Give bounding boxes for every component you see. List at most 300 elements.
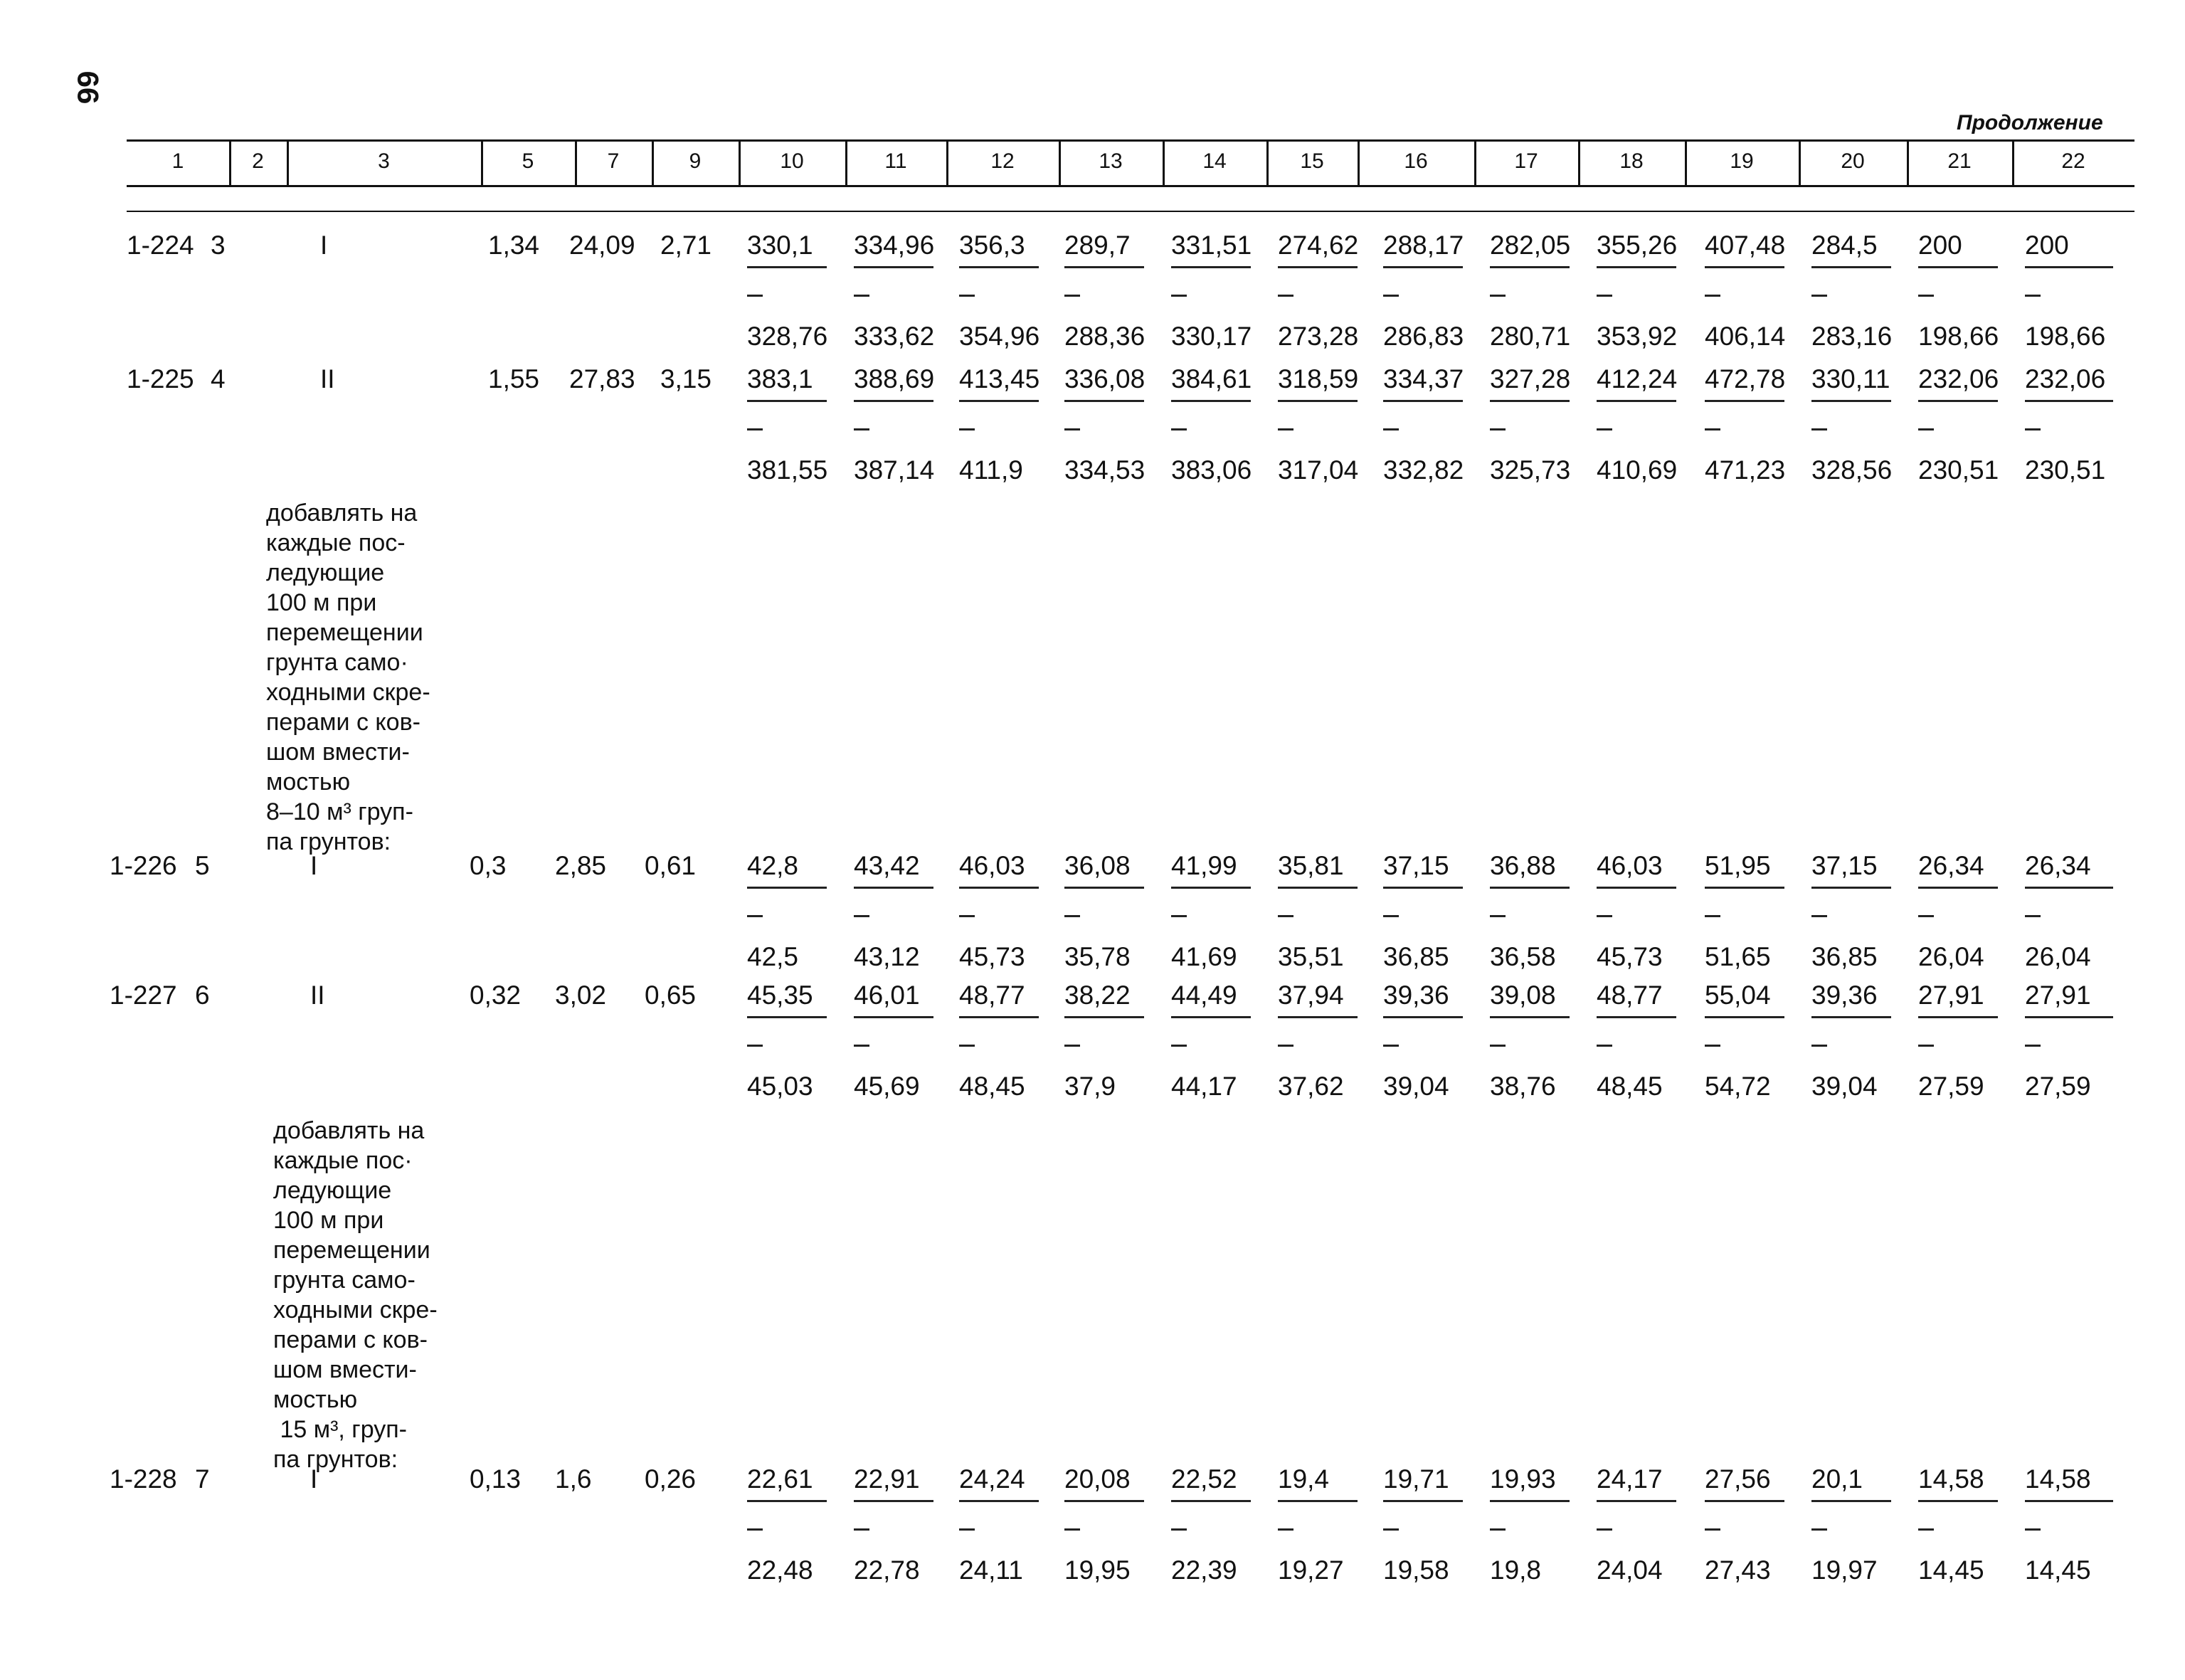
- value-top: 37,15: [1383, 851, 1449, 880]
- fraction-dash: [1278, 1045, 1293, 1047]
- cell-c9: 0,61: [645, 851, 697, 880]
- fraction-dash: [1811, 428, 1827, 430]
- cell-group: I: [320, 231, 328, 260]
- fraction-dash: [747, 428, 763, 430]
- cell-c5: 1,34: [488, 231, 540, 260]
- cell-num: 7: [195, 1464, 210, 1494]
- fraction-dash: [1064, 915, 1080, 917]
- fraction-bar: [1171, 266, 1251, 268]
- fraction-bar: [959, 266, 1039, 268]
- fraction-bar: [747, 266, 827, 268]
- fraction-dash: [1171, 295, 1187, 297]
- cell-num: 4: [211, 364, 226, 393]
- header-cell-14: 14: [1202, 149, 1227, 173]
- value-bottom: 36,58: [1490, 942, 1556, 971]
- cell-c9: 3,15: [660, 364, 712, 393]
- value-top: 51,95: [1705, 851, 1771, 880]
- fraction-bar: [747, 1500, 827, 1502]
- value-top: 288,17: [1383, 231, 1464, 260]
- value-top: 289,7: [1064, 231, 1131, 260]
- fraction-dash: [2025, 295, 2041, 297]
- header-cell-10: 10: [780, 149, 804, 173]
- fraction-dash: [1383, 1045, 1399, 1047]
- fraction-bar: [1918, 400, 1998, 402]
- value-top: 22,91: [854, 1464, 920, 1494]
- fraction-bar: [1918, 1016, 1998, 1018]
- header-top-line: [127, 139, 2134, 142]
- value-bottom: 45,73: [959, 942, 1025, 971]
- value-bottom: 328,76: [747, 322, 828, 351]
- fraction-dash: [1490, 915, 1506, 917]
- fraction-bar: [1811, 1500, 1891, 1502]
- fraction-dash: [959, 915, 975, 917]
- fraction-dash: [1064, 428, 1080, 430]
- value-top: 331,51: [1171, 231, 1252, 260]
- value-top: 407,48: [1705, 231, 1786, 260]
- value-top: 38,22: [1064, 981, 1131, 1010]
- fraction-dash: [1811, 1528, 1827, 1531]
- fraction-bar: [1918, 887, 1998, 889]
- cell-c5: 0,32: [470, 981, 522, 1010]
- value-top: 46,03: [959, 851, 1025, 880]
- value-bottom: 44,17: [1171, 1072, 1237, 1101]
- value-bottom: 38,76: [1490, 1072, 1556, 1101]
- value-top: 19,71: [1383, 1464, 1449, 1494]
- value-top: 200: [1918, 231, 1962, 260]
- fraction-dash: [2025, 428, 2041, 430]
- fraction-bar: [747, 400, 827, 402]
- fraction-dash: [1171, 1045, 1187, 1047]
- fraction-bar: [1278, 1016, 1358, 1018]
- fraction-dash: [1064, 1045, 1080, 1047]
- fraction-bar: [747, 1016, 827, 1018]
- value-bottom: 14,45: [2025, 1555, 2091, 1585]
- value-top: 327,28: [1490, 364, 1571, 393]
- value-bottom: 280,71: [1490, 322, 1571, 351]
- fraction-dash: [1490, 1528, 1506, 1531]
- fraction-dash: [959, 1045, 975, 1047]
- fraction-bar: [1918, 1500, 1998, 1502]
- fraction-bar: [1278, 1500, 1358, 1502]
- value-bottom: 353,92: [1597, 322, 1678, 351]
- fraction-dash: [1918, 1528, 1934, 1531]
- value-top: 355,26: [1597, 231, 1678, 260]
- header-cell-13: 13: [1099, 149, 1123, 173]
- value-bottom: 51,65: [1705, 942, 1771, 971]
- value-top: 19,4: [1278, 1464, 1330, 1494]
- fraction-dash: [1383, 915, 1399, 917]
- fraction-bar: [1064, 1500, 1144, 1502]
- value-bottom: 22,78: [854, 1555, 920, 1585]
- fraction-dash: [1064, 1528, 1080, 1531]
- fraction-dash: [854, 1045, 869, 1047]
- value-bottom: 22,48: [747, 1555, 813, 1585]
- value-bottom: 42,5: [747, 942, 799, 971]
- fraction-dash: [747, 1045, 763, 1047]
- value-top: 412,24: [1597, 364, 1678, 393]
- value-top: 282,05: [1490, 231, 1571, 260]
- value-top: 14,58: [2025, 1464, 2091, 1494]
- cell-c7: 1,6: [555, 1464, 592, 1494]
- value-bottom: 36,85: [1811, 942, 1878, 971]
- fraction-bar: [1490, 266, 1570, 268]
- fraction-dash: [1278, 1528, 1293, 1531]
- fraction-dash: [747, 295, 763, 297]
- fraction-bar: [959, 887, 1039, 889]
- fraction-bar: [2025, 887, 2113, 889]
- fraction-bar: [959, 400, 1039, 402]
- header-cell-5: 5: [522, 149, 534, 173]
- value-top: 36,88: [1490, 851, 1556, 880]
- fraction-bar: [959, 1500, 1039, 1502]
- fraction-dash: [1811, 295, 1827, 297]
- fraction-dash: [1490, 295, 1506, 297]
- cell-c7: 2,85: [555, 851, 607, 880]
- cell-group: I: [310, 1464, 318, 1494]
- fraction-bar: [1490, 887, 1570, 889]
- fraction-bar: [959, 1016, 1039, 1018]
- value-bottom: 332,82: [1383, 455, 1464, 485]
- value-bottom: 37,62: [1278, 1072, 1344, 1101]
- fraction-bar: [1490, 400, 1570, 402]
- header-cell-22: 22: [2061, 149, 2085, 173]
- header-cell-17: 17: [1514, 149, 1538, 173]
- value-bottom: 27,43: [1705, 1555, 1771, 1585]
- fraction-bar: [1278, 887, 1358, 889]
- header-cell-15: 15: [1300, 149, 1324, 173]
- fraction-dash: [2025, 1045, 2041, 1047]
- value-top: 356,3: [959, 231, 1025, 260]
- fraction-bar: [1597, 887, 1676, 889]
- cell-c7: 27,83: [569, 364, 635, 393]
- fraction-bar: [1064, 266, 1144, 268]
- value-bottom: 48,45: [959, 1072, 1025, 1101]
- fraction-dash: [1597, 915, 1612, 917]
- value-top: 24,24: [959, 1464, 1025, 1494]
- cell-c7: 24,09: [569, 231, 635, 260]
- fraction-dash: [2025, 1528, 2041, 1531]
- fraction-dash: [1597, 1045, 1612, 1047]
- header-bottom-line: [127, 185, 2134, 187]
- fraction-dash: [747, 915, 763, 917]
- header-cell-12: 12: [990, 149, 1015, 173]
- value-top: 55,04: [1705, 981, 1771, 1010]
- value-bottom: 283,16: [1811, 322, 1893, 351]
- header-cell-9: 9: [689, 149, 702, 173]
- value-top: 24,17: [1597, 1464, 1663, 1494]
- fraction-bar: [1383, 1016, 1463, 1018]
- value-bottom: 354,96: [959, 322, 1040, 351]
- fraction-bar: [1490, 1500, 1570, 1502]
- header-underline: [127, 211, 2134, 212]
- header-cell-20: 20: [1841, 149, 1865, 173]
- fraction-dash: [1383, 1528, 1399, 1531]
- fraction-dash: [959, 1528, 975, 1531]
- value-bottom: 317,04: [1278, 455, 1359, 485]
- value-bottom: 37,9: [1064, 1072, 1116, 1101]
- value-top: 334,37: [1383, 364, 1464, 393]
- value-top: 46,01: [854, 981, 920, 1010]
- value-bottom: 45,69: [854, 1072, 920, 1101]
- fraction-dash: [1918, 915, 1934, 917]
- fraction-dash: [1705, 915, 1720, 917]
- fraction-bar: [2025, 400, 2113, 402]
- value-top: 27,56: [1705, 1464, 1771, 1494]
- fraction-bar: [1597, 1016, 1676, 1018]
- fraction-bar: [854, 887, 933, 889]
- fraction-bar: [1383, 400, 1463, 402]
- value-top: 20,08: [1064, 1464, 1131, 1494]
- value-top: 39,36: [1383, 981, 1449, 1010]
- fraction-bar: [2025, 266, 2113, 268]
- fraction-dash: [2025, 915, 2041, 917]
- value-bottom: 19,8: [1490, 1555, 1542, 1585]
- cell-group: II: [320, 364, 335, 393]
- value-bottom: 14,45: [1918, 1555, 1984, 1585]
- cell-num: 5: [195, 851, 210, 880]
- fraction-bar: [1811, 266, 1891, 268]
- value-bottom: 410,69: [1597, 455, 1678, 485]
- cell-code: 1-226: [110, 851, 177, 880]
- value-top: 19,93: [1490, 1464, 1556, 1494]
- value-top: 14,58: [1918, 1464, 1984, 1494]
- fraction-dash: [1597, 295, 1612, 297]
- fraction-bar: [1705, 887, 1784, 889]
- value-bottom: 288,36: [1064, 322, 1146, 351]
- value-top: 232,06: [1918, 364, 1999, 393]
- value-bottom: 19,95: [1064, 1555, 1131, 1585]
- cell-num: 3: [211, 231, 226, 260]
- value-bottom: 381,55: [747, 455, 828, 485]
- fraction-dash: [1278, 915, 1293, 917]
- value-top: 22,61: [747, 1464, 813, 1494]
- value-top: 37,94: [1278, 981, 1344, 1010]
- fraction-dash: [1383, 295, 1399, 297]
- fraction-bar: [1383, 266, 1463, 268]
- value-bottom: 286,83: [1383, 322, 1464, 351]
- value-top: 284,5: [1811, 231, 1878, 260]
- value-bottom: 19,27: [1278, 1555, 1344, 1585]
- fraction-dash: [747, 1528, 763, 1531]
- header-cell-2: 2: [252, 149, 264, 173]
- header-cell-1: 1: [171, 149, 184, 173]
- fraction-bar: [1278, 266, 1358, 268]
- value-bottom: 27,59: [2025, 1072, 2091, 1101]
- value-top: 336,08: [1064, 364, 1146, 393]
- header-cell-16: 16: [1404, 149, 1428, 173]
- fraction-dash: [1705, 295, 1720, 297]
- value-bottom: 325,73: [1490, 455, 1571, 485]
- value-top: 472,78: [1705, 364, 1786, 393]
- value-bottom: 334,53: [1064, 455, 1146, 485]
- value-bottom: 471,23: [1705, 455, 1786, 485]
- value-bottom: 406,14: [1705, 322, 1786, 351]
- fraction-bar: [1918, 266, 1998, 268]
- fraction-bar: [2025, 1016, 2113, 1018]
- cell-c9: 2,71: [660, 231, 712, 260]
- fraction-dash: [1171, 428, 1187, 430]
- value-bottom: 273,28: [1278, 322, 1359, 351]
- value-top: 22,52: [1171, 1464, 1237, 1494]
- fraction-bar: [1597, 400, 1676, 402]
- header-cell-11: 11: [884, 149, 907, 173]
- cell-code: 1-224: [127, 231, 194, 260]
- value-top: 20,1: [1811, 1464, 1863, 1494]
- fraction-bar: [1705, 1016, 1784, 1018]
- fraction-dash: [854, 428, 869, 430]
- value-bottom: 45,03: [747, 1072, 813, 1101]
- header-cell-18: 18: [1619, 149, 1644, 173]
- value-bottom: 24,04: [1597, 1555, 1663, 1585]
- value-bottom: 35,78: [1064, 942, 1131, 971]
- header-cell-19: 19: [1730, 149, 1754, 173]
- value-top: 36,08: [1064, 851, 1131, 880]
- value-top: 41,99: [1171, 851, 1237, 880]
- cell-code: 1-227: [110, 981, 177, 1010]
- fraction-dash: [1811, 1045, 1827, 1047]
- fraction-dash: [1171, 1528, 1187, 1531]
- value-bottom: 230,51: [2025, 455, 2106, 485]
- cell-code: 1-228: [110, 1464, 177, 1494]
- value-bottom: 26,04: [1918, 942, 1984, 971]
- fraction-dash: [854, 1528, 869, 1531]
- page-number: 66: [71, 70, 105, 105]
- fraction-bar: [854, 266, 933, 268]
- value-top: 46,03: [1597, 851, 1663, 880]
- cell-c9: 0,26: [645, 1464, 697, 1494]
- value-top: 45,35: [747, 981, 813, 1010]
- fraction-dash: [1705, 428, 1720, 430]
- value-top: 48,77: [1597, 981, 1663, 1010]
- value-bottom: 45,73: [1597, 942, 1663, 971]
- fraction-dash: [1811, 915, 1827, 917]
- fraction-bar: [1171, 400, 1251, 402]
- fraction-bar: [1383, 1500, 1463, 1502]
- fraction-dash: [1278, 295, 1293, 297]
- value-bottom: 22,39: [1171, 1555, 1237, 1585]
- fraction-bar: [1597, 1500, 1676, 1502]
- continuation-label: Продолжение: [1957, 111, 2103, 134]
- fraction-dash: [1171, 915, 1187, 917]
- fraction-bar: [1811, 887, 1891, 889]
- value-top: 43,42: [854, 851, 920, 880]
- fraction-bar: [1811, 1016, 1891, 1018]
- fraction-bar: [1705, 400, 1784, 402]
- value-top: 388,69: [854, 364, 935, 393]
- value-bottom: 19,97: [1811, 1555, 1878, 1585]
- fraction-bar: [854, 1500, 933, 1502]
- value-bottom: 198,66: [1918, 322, 1999, 351]
- value-top: 48,77: [959, 981, 1025, 1010]
- value-top: 39,36: [1811, 981, 1878, 1010]
- value-top: 27,91: [2025, 981, 2091, 1010]
- value-bottom: 39,04: [1383, 1072, 1449, 1101]
- fraction-bar: [1064, 1016, 1144, 1018]
- fraction-bar: [1278, 400, 1358, 402]
- value-bottom: 27,59: [1918, 1072, 1984, 1101]
- value-bottom: 54,72: [1705, 1072, 1771, 1101]
- value-bottom: 24,11: [959, 1555, 1023, 1585]
- note-text-2: добавлять на каждые пос· ледующие 100 м при перемещении грунта само- ходными скре- перами с ков- шом вмести- мостью 15 м³, груп- па грунтов:: [273, 1117, 438, 1473]
- fraction-dash: [1383, 428, 1399, 430]
- fraction-dash: [1278, 428, 1293, 430]
- cell-c5: 0,13: [470, 1464, 522, 1494]
- fraction-dash: [854, 915, 869, 917]
- value-bottom: 19,58: [1383, 1555, 1449, 1585]
- value-top: 39,08: [1490, 981, 1556, 1010]
- value-top: 334,96: [854, 231, 935, 260]
- cell-group: I: [310, 851, 318, 880]
- fraction-bar: [854, 1016, 933, 1018]
- fraction-dash: [1490, 1045, 1506, 1047]
- value-bottom: 35,51: [1278, 942, 1344, 971]
- value-top: 26,34: [2025, 851, 2091, 880]
- value-top: 318,59: [1278, 364, 1359, 393]
- fraction-dash: [1597, 1528, 1612, 1531]
- value-bottom: 328,56: [1811, 455, 1893, 485]
- cell-c7: 3,02: [555, 981, 607, 1010]
- fraction-dash: [1918, 428, 1934, 430]
- value-bottom: 41,69: [1171, 942, 1237, 971]
- fraction-dash: [1064, 295, 1080, 297]
- value-top: 200: [2025, 231, 2069, 260]
- fraction-bar: [1705, 266, 1784, 268]
- header-cell-21: 21: [1947, 149, 1972, 173]
- value-top: 330,11: [1811, 364, 1890, 393]
- fraction-bar: [2025, 1500, 2113, 1502]
- fraction-bar: [1064, 400, 1144, 402]
- value-top: 27,91: [1918, 981, 1984, 1010]
- header-cell-7: 7: [607, 149, 620, 173]
- fraction-bar: [1171, 887, 1251, 889]
- fraction-dash: [1490, 428, 1506, 430]
- fraction-dash: [1705, 1045, 1720, 1047]
- cell-group: II: [310, 981, 325, 1010]
- fraction-dash: [1705, 1528, 1720, 1531]
- fraction-bar: [747, 887, 827, 889]
- value-bottom: 26,04: [2025, 942, 2091, 971]
- fraction-bar: [854, 400, 933, 402]
- fraction-dash: [1597, 428, 1612, 430]
- fraction-dash: [854, 295, 869, 297]
- value-bottom: 230,51: [1918, 455, 1999, 485]
- fraction-bar: [1064, 887, 1144, 889]
- cell-num: 6: [195, 981, 210, 1010]
- value-top: 413,45: [959, 364, 1040, 393]
- fraction-bar: [1171, 1016, 1251, 1018]
- value-bottom: 383,06: [1171, 455, 1252, 485]
- value-bottom: 43,12: [854, 942, 920, 971]
- value-bottom: 36,85: [1383, 942, 1449, 971]
- note-text-1: добавлять на каждые пос- ледующие 100 м при перемещении грунта само· ходными скре- перами с ков- шом вмести- мостью 8–10 м³ груп- па грунтов:: [266, 500, 430, 855]
- cell-code: 1-225: [127, 364, 194, 393]
- value-top: 26,34: [1918, 851, 1984, 880]
- value-bottom: 411,9: [959, 455, 1023, 485]
- header-cell-3: 3: [378, 149, 390, 173]
- value-top: 37,15: [1811, 851, 1878, 880]
- value-top: 232,06: [2025, 364, 2106, 393]
- fraction-dash: [1918, 1045, 1934, 1047]
- fraction-dash: [959, 428, 975, 430]
- value-top: 383,1: [747, 364, 813, 393]
- fraction-bar: [1171, 1500, 1251, 1502]
- cell-c5: 0,3: [470, 851, 507, 880]
- fraction-dash: [1918, 295, 1934, 297]
- value-bottom: 333,62: [854, 322, 935, 351]
- cell-c5: 1,55: [488, 364, 540, 393]
- value-top: 384,61: [1171, 364, 1252, 393]
- value-bottom: 39,04: [1811, 1072, 1878, 1101]
